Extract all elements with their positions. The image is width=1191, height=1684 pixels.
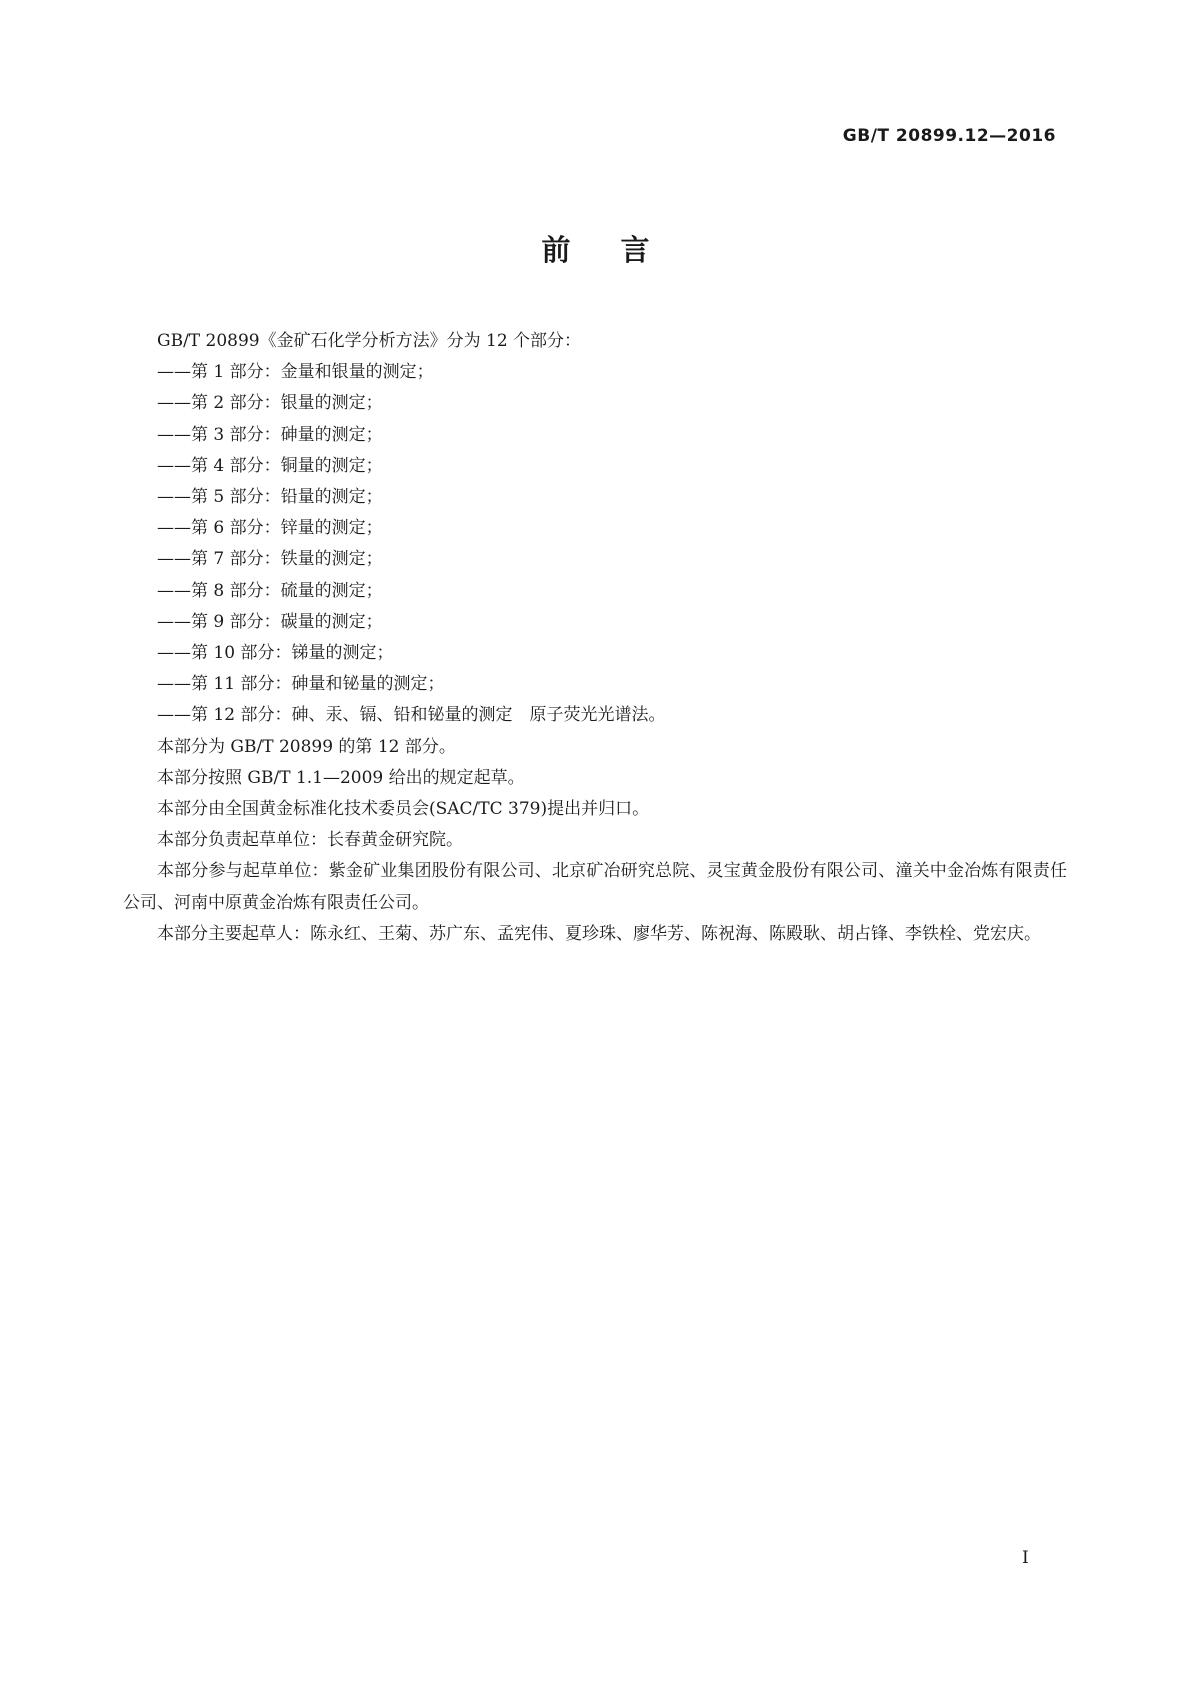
paragraph-part-number: 本部分为 GB/T 20899 的第 12 部分。 [157,736,456,757]
foreword-body [123,326,1067,950]
list-item: ——第 11 部分：砷量和铋量的测定； [157,674,445,695]
list-item: ——第 10 部分：锑量的测定； [157,643,394,664]
paragraph-proposer: 本部分由全国黄金标准化技术委员会(SAC/TC 379)提出并归口。 [157,799,650,820]
list-item: ——第 4 部分：铜量的测定； [157,455,383,476]
list-item: ——第 8 部分：硫量的测定； [157,580,383,601]
intro-paragraph: GB/T 20899《金矿石化学分析方法》分为 12 个部分： [157,331,582,351]
paragraph-drafting-rules: 本部分按照 GB/T 1.1—2009 给出的规定起草。 [157,767,525,788]
paragraph-main-drafters: 本部分主要起草人：陈永红、王菊、苏广东、孟宪伟、夏珍珠、廖华芳、陈祝海、陈殿耿、胡占锋、李铁栓、党宏庆。 [157,923,1041,944]
list-item: ——第 12 部分：砷、汞、镉、铅和铋量的测定 原子荧光光谱法。 [157,705,666,726]
paragraph-participating-units: 本部分参与起草单位：紫金矿业集团股份有限公司、北京矿冶研究总院、灵宝黄金股份有限公司、潼关中金冶炼有限责任公司、河南中原黄金冶炼有限责任公司。 [123,861,1067,913]
page-number: I [1022,1548,1029,1568]
paragraph-lead-drafter: 本部分负责起草单位：长春黄金研究院。 [157,830,463,851]
standard-code: GB/T 20899.12—2016 [842,126,1056,146]
list-item: ——第 5 部分：铅量的测定； [157,487,383,508]
page-title: 前言 [541,233,700,267]
part-list [123,357,1067,731]
list-item: ——第 9 部分：碳量的测定； [157,611,383,632]
list-item: ——第 2 部分：银量的测定； [157,393,383,414]
list-item: ——第 6 部分：锌量的测定； [157,518,383,539]
list-item: ——第 7 部分：铁量的测定； [157,549,383,570]
list-item: ——第 1 部分：金量和银量的测定； [157,362,434,383]
list-item: ——第 3 部分：砷量的测定； [157,424,383,445]
